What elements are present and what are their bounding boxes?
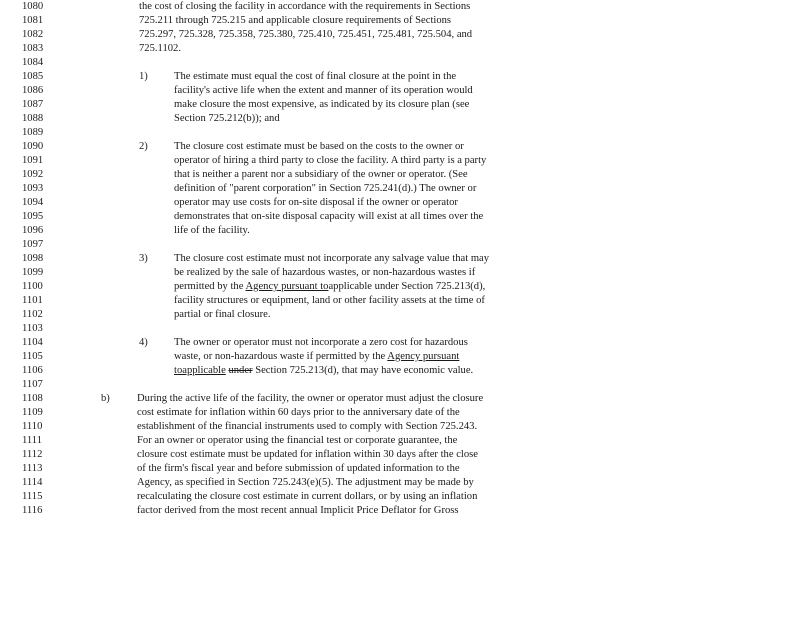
- line-number: 1099: [22, 267, 44, 278]
- line-text: [174, 196, 458, 210]
- document-line: [0, 56, 800, 70]
- document-line: [0, 112, 800, 126]
- document-line: [0, 182, 800, 196]
- document-line: [0, 154, 800, 168]
- document-line: [0, 168, 800, 182]
- struck-deletion: under: [228, 365, 253, 376]
- line-text: [174, 70, 456, 84]
- text-segment: demonstrates that on-site disposal capacity will exist at all times over the: [174, 211, 484, 222]
- text-segment: Section 725.213(d), that may have economic value.: [252, 365, 474, 376]
- underlined-insertion: toapplicable: [174, 365, 226, 376]
- line-text: [174, 98, 469, 112]
- line-text: [137, 448, 478, 462]
- line-text: [174, 280, 485, 294]
- line-text: [174, 168, 468, 182]
- text-segment: factor derived from the most recent annual Implicit Price Deflator for Gross: [137, 505, 459, 516]
- line-number: 1096: [22, 225, 44, 236]
- document-line: [0, 210, 800, 224]
- text-segment: that is neither a parent nor a subsidiary of the owner or operator. (See: [174, 169, 468, 180]
- line-text: [139, 28, 472, 42]
- line-text: [174, 224, 250, 238]
- document-line: [0, 308, 800, 322]
- text-segment: waste, or non-hazardous waste if permitted by the: [174, 351, 388, 362]
- subsection-label: 4): [139, 337, 148, 348]
- document-line: [0, 476, 800, 490]
- document-line: [0, 84, 800, 98]
- line-number: 1113: [22, 463, 43, 474]
- document-line: [0, 252, 800, 266]
- document-line: [0, 42, 800, 56]
- line-number: 1110: [22, 421, 43, 432]
- document-line: [0, 140, 800, 154]
- line-number: 1095: [22, 211, 44, 222]
- document-line: [0, 504, 800, 518]
- line-number: 1098: [22, 253, 44, 264]
- line-number: 1101: [22, 295, 43, 306]
- text-segment: The closure cost estimate must be based on the costs to the owner or: [174, 141, 464, 152]
- text-segment: operator of hiring a third party to close the facility. A third party is a party: [174, 155, 487, 166]
- line-text: [174, 336, 468, 350]
- line-text: [174, 154, 486, 168]
- text-segment: 725.211 through 725.215 and applicable closure requirements of Sections: [139, 15, 452, 26]
- line-number: 1089: [22, 127, 44, 138]
- line-number: 1103: [22, 323, 43, 334]
- text-segment: Section 725.212(b)); and: [174, 113, 280, 124]
- line-text: [174, 252, 489, 266]
- line-text: [174, 364, 473, 378]
- text-segment: establishment of the financial instruments used to comply with Section 725.243.: [137, 421, 478, 432]
- document-line: [0, 0, 800, 14]
- text-segment: During the active life of the facility, the owner or operator must adjust the closure: [137, 393, 484, 404]
- text-segment: be realized by the sale of hazardous wastes, or non-hazardous wastes if: [174, 267, 476, 278]
- line-text: [139, 42, 181, 56]
- text-segment: of the firm's fiscal year and before submission of updated information to the: [137, 463, 460, 474]
- line-number: 1105: [22, 351, 43, 362]
- line-number: 1091: [22, 155, 44, 166]
- line-number: 1086: [22, 85, 44, 96]
- line-number: 1102: [22, 309, 43, 320]
- document-line: [0, 294, 800, 308]
- document-line: [0, 98, 800, 112]
- line-number: 1093: [22, 183, 44, 194]
- text-segment: make closure the most expensive, as indicated by its closure plan (see: [174, 99, 470, 110]
- text-segment: The closure cost estimate must not incorporate any salvage value that may: [174, 253, 490, 264]
- subsection-label: 2): [139, 141, 148, 152]
- line-number: 1114: [22, 477, 43, 488]
- text-segment: life of the facility.: [174, 225, 250, 236]
- document-line: [0, 28, 800, 42]
- document-line: [0, 462, 800, 476]
- line-text: [174, 294, 485, 308]
- document-line: [0, 196, 800, 210]
- line-text: [137, 392, 483, 406]
- line-number: 1100: [22, 281, 43, 292]
- text-segment: Agency, as specified in Section 725.243(e)(5). The adjustment may be made by: [137, 477, 474, 488]
- line-text: [174, 266, 475, 280]
- document-line: [0, 126, 800, 140]
- document-line: [0, 378, 800, 392]
- line-text: [174, 182, 476, 196]
- text-segment: permitted by the: [174, 281, 246, 292]
- text-segment: For an owner or operator using the financial test or corporate guarantee, the: [137, 435, 458, 446]
- line-number: 1115: [22, 491, 43, 502]
- line-number: 1094: [22, 197, 44, 208]
- line-number: 1116: [22, 505, 43, 516]
- text-segment: The estimate must equal the cost of final closure at the point in the: [174, 71, 457, 82]
- text-segment: the cost of closing the facility in accordance with the requirements in Sections: [139, 1, 471, 12]
- line-text: [139, 0, 470, 14]
- document-line: [0, 350, 800, 364]
- subsection-label: 1): [139, 71, 148, 82]
- document-line: [0, 224, 800, 238]
- line-number: 1084: [22, 57, 44, 68]
- document-line: [0, 280, 800, 294]
- line-number: 1081: [22, 15, 44, 26]
- line-text: [174, 84, 473, 98]
- line-number: 1111: [22, 435, 43, 446]
- line-text: [174, 210, 483, 224]
- line-number: 1080: [22, 1, 44, 12]
- line-number: 1104: [22, 337, 43, 348]
- line-text: [174, 112, 280, 126]
- line-text: [174, 350, 459, 364]
- line-number: 1090: [22, 141, 44, 152]
- line-text: [174, 308, 270, 322]
- document-line: [0, 336, 800, 350]
- underlined-insertion: Agency pursuant: [387, 351, 460, 362]
- document-line: [0, 392, 800, 406]
- line-text: [137, 476, 474, 490]
- text-segment: 725.1102.: [139, 43, 181, 54]
- text-segment: closure cost estimate must be updated for inflation within 30 days after the close: [137, 449, 478, 460]
- subsection-label: 3): [139, 253, 148, 264]
- line-number: 1087: [22, 99, 44, 110]
- line-text: [137, 434, 457, 448]
- text-segment: operator may use costs for on-site disposal if the owner or operator: [174, 197, 458, 208]
- document-line: [0, 266, 800, 280]
- text-segment: recalculating the closure cost estimate in current dollars, or by using an inflation: [137, 491, 478, 502]
- line-text: [139, 14, 451, 28]
- text-segment: cost estimate for inflation within 60 days prior to the anniversary date of the: [137, 407, 460, 418]
- line-number: 1097: [22, 239, 44, 250]
- text-segment: facility structures or equipment, land or other facility assets at the time of: [174, 295, 485, 306]
- line-text: [174, 140, 464, 154]
- document-line: [0, 448, 800, 462]
- line-number: 1107: [22, 379, 43, 390]
- document-line: [0, 434, 800, 448]
- line-number: 1092: [22, 169, 44, 180]
- line-number: 1106: [22, 365, 43, 376]
- line-text: [137, 420, 477, 434]
- underlined-insertion: Agency pursuant to: [245, 281, 329, 292]
- line-text: [137, 406, 460, 420]
- line-number: 1112: [22, 449, 43, 460]
- document-line: [0, 364, 800, 378]
- text-segment: partial or final closure.: [174, 309, 271, 320]
- text-segment: applicable under Section 725.213(d),: [328, 281, 486, 292]
- document-line: [0, 322, 800, 336]
- text-segment: definition of "parent corporation" in Section 725.241(d).) The owner or: [174, 183, 477, 194]
- document-line: [0, 238, 800, 252]
- line-number: 1108: [22, 393, 43, 404]
- subsection-label: b): [101, 393, 110, 404]
- document-line: [0, 420, 800, 434]
- document-line: [0, 14, 800, 28]
- line-text: [137, 462, 460, 476]
- text-segment: 725.297, 725.328, 725.358, 725.380, 725.410, 725.451, 725.481, 725.504, and: [139, 29, 473, 40]
- line-number: 1082: [22, 29, 44, 40]
- line-text: [137, 504, 459, 518]
- text-segment: facility's active life when the extent and manner of its operation would: [174, 85, 473, 96]
- line-number: 1109: [22, 407, 43, 418]
- line-number: 1085: [22, 71, 44, 82]
- document-line: [0, 70, 800, 84]
- text-segment: The owner or operator must not incorporate a zero cost for hazardous: [174, 337, 468, 348]
- line-number: 1083: [22, 43, 44, 54]
- line-text: [137, 490, 477, 504]
- document-line: [0, 406, 800, 420]
- document-line: [0, 490, 800, 504]
- line-number: 1088: [22, 113, 44, 124]
